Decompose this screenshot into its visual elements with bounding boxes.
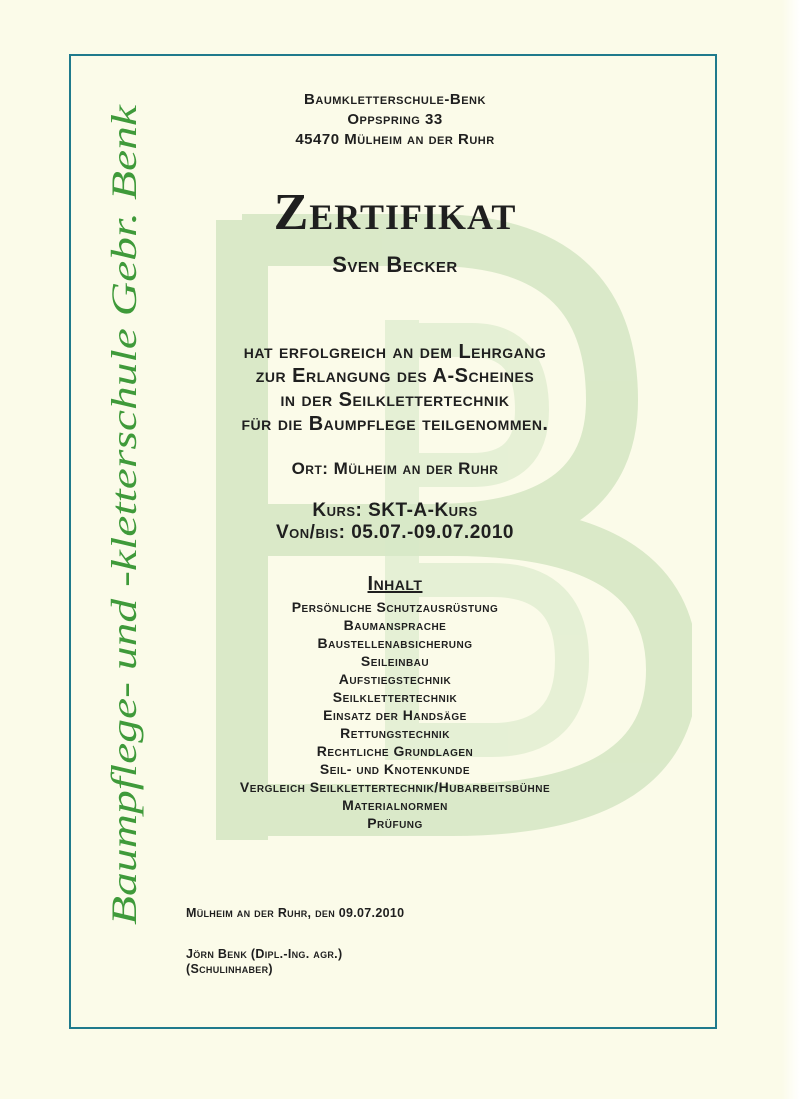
list-item: Seil- und Knotenkunde — [319, 761, 471, 777]
statement-line: hat erfolgreich an dem Lehrgang — [243, 341, 547, 363]
school-name: Baumkletterschule-Benk — [304, 91, 486, 108]
course-dates: Von/bis: 05.07.-09.07.2010 — [276, 522, 514, 543]
list-item: Aufstiegstechnik — [338, 671, 452, 687]
school-city: 45470 Mülheim an der Ruhr — [295, 131, 495, 148]
course-location: Ort: Mülheim an der Ruhr — [291, 459, 499, 478]
school-address — [172, 90, 618, 150]
list-item: Baustellenabsicherung — [317, 635, 473, 651]
course-info — [172, 500, 618, 544]
statement-line: zur Erlangung des A-Scheines — [255, 365, 535, 387]
list-item: Rettungstechnik — [340, 725, 450, 741]
school-street: Oppspring 33 — [347, 111, 443, 128]
list-item: Einsatz der Handsäge — [323, 707, 467, 723]
list-item: Materialnormen — [342, 797, 448, 813]
list-item: Prüfung — [367, 815, 423, 831]
statement-line: für die Baumpflege teilgenommen. — [241, 413, 549, 435]
place-date: Mülheim an der Ruhr, den 09.07.2010 — [186, 906, 405, 920]
course-name: Kurs: SKT-A-Kurs — [312, 500, 478, 521]
list-item: Seilklettertechnik — [332, 689, 458, 705]
list-item: Rechtliche Grundlagen — [316, 743, 474, 759]
signer-role: (Schulinhaber) — [186, 962, 273, 976]
statement-line: in der Seilklettertechnik — [280, 389, 510, 411]
recipient-name: Sven Becker — [332, 252, 458, 277]
list-item: Persönliche Schutzausrüstung — [291, 599, 499, 615]
contents-list — [172, 598, 618, 832]
list-item: Vergleich Seilklettertechnik/Hubarbeitsbühne — [239, 779, 551, 795]
signer-name: Jörn Benk (Dipl.-Ing. agr.) — [186, 947, 343, 961]
contents-heading: Inhalt — [367, 573, 423, 595]
certificate-title: Zertifikat — [273, 184, 517, 241]
list-item: Seileinbau — [360, 653, 430, 669]
side-title-text: Baumpflege- und -kletterschule Gebr. Benk — [104, 304, 144, 925]
paper-edge — [782, 0, 800, 1099]
side-title — [84, 100, 164, 930]
statement — [172, 340, 618, 436]
list-item: Baumansprache — [343, 617, 447, 633]
signer-block — [186, 947, 342, 977]
